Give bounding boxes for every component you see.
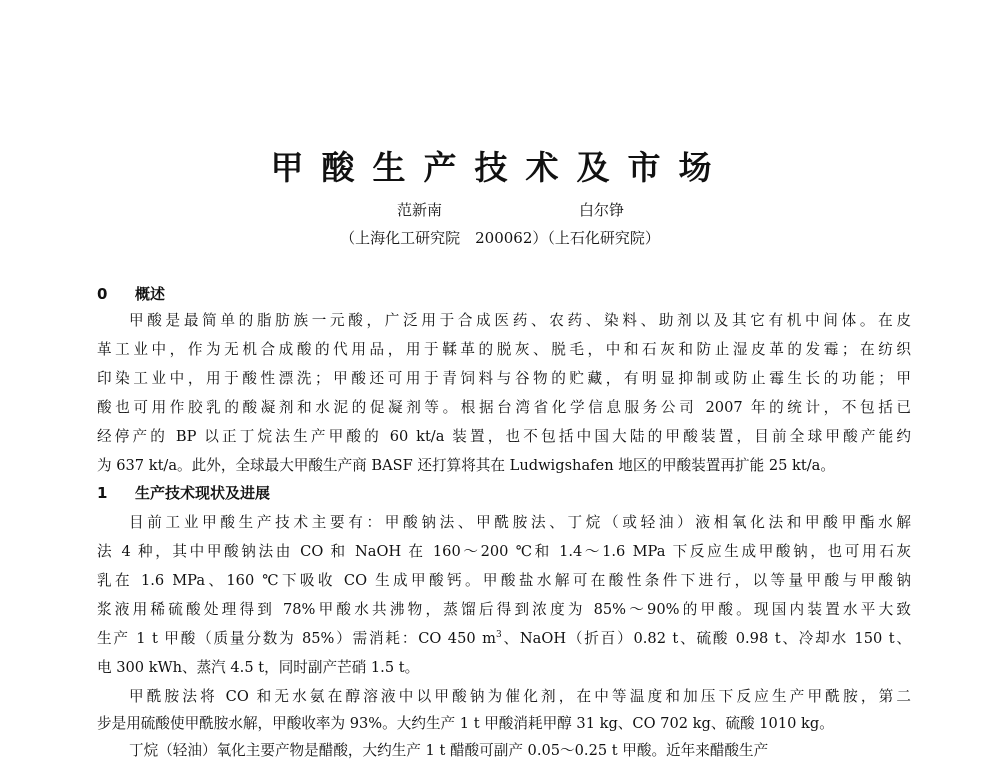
section-title: 概述 <box>135 285 166 303</box>
author-name: 范新南 <box>397 201 443 219</box>
paper-title: 甲酸生产技术及市场 <box>270 148 730 187</box>
text-line: 步是用硫酸使甲酰胺水解，甲酸收率为 93%。大约生产 1 t 甲酸消耗甲醇 31 kg、CO 702 kg、硫酸 1010 kg。 <box>97 715 834 732</box>
text-run: 、NaOH（折百）0.82 t、硫酸 0.98 t、冷却水 150 t、 <box>501 630 911 647</box>
section-heading <box>97 283 165 305</box>
text-line: 目前工业甲酸生产技术主要有：甲酸钠法、甲酰胺法、丁烷（或轻油）液相氧化法和甲酸甲酯水解 <box>129 514 911 531</box>
text-line: 乳在 1.6 MPa、160 ℃下吸收 CO 生成甲酸钙。甲酸盐水解可在酸性条件下进行，以等量甲酸与甲酸钠 <box>97 572 911 589</box>
text-line: 甲酰胺法将 CO 和无水氨在醇溶液中以甲酸钠为催化剂，在中等温度和加压下反应生产甲酰胺，第二 <box>129 688 911 705</box>
section-number: 0 <box>97 285 108 303</box>
text-line: 电 300 kWh、蒸汽 4.5 t，同时副产芒硝 1.5 t。 <box>97 659 420 676</box>
section-number: 1 <box>97 484 108 502</box>
text-line: 浆液用稀硫酸处理得到 78%甲酸水共沸物，蒸馏后得到浓度为 85%～90%的甲酸。现国内装置水平大致 <box>97 601 911 618</box>
text-line: 经停产的 BP 以正丁烷法生产甲酸的 60 kt/a 装置，也不包括中国大陆的甲酸装置，目前全球甲酸产能约 <box>97 428 911 445</box>
affiliation: （上海化工研究院 200062）（上石化研究院） <box>340 229 660 247</box>
section-heading <box>97 482 270 504</box>
text-line: 甲酸是最简单的脂肪族一元酸，广泛用于合成医药、农药、染料、助剂以及其它有机中间体。在皮 <box>129 312 911 329</box>
superscript: 3 <box>495 630 502 641</box>
text-line: 法 4 种，其中甲酸钠法由 CO 和 NaOH 在 160～200 ℃和 1.4～1.6 MPa 下反应生成甲酸钠，也可用石灰 <box>97 543 911 560</box>
text-line <box>97 628 911 650</box>
text-line: 革工业中，作为无机合成酸的代用品，用于鞣革的脱灰、脱毛，中和石灰和防止湿皮革的发霉；在纺织 <box>97 341 911 358</box>
section-title: 生产技术现状及进展 <box>135 484 271 502</box>
text-line: 丁烷（轻油）氧化主要产物是醋酸，大约生产 1 t 醋酸可副产 0.05～0.25 t 甲酸。近年来醋酸生产 <box>129 742 769 759</box>
text-line: 为 637 kt/a。此外，全球最大甲酸生产商 BASF 还打算将其在 Ludwigshafen 地区的甲酸装置再扩能 25 kt/a。 <box>97 457 835 474</box>
text-run: 生产 1 t 甲酸（质量分数为 85%）需消耗：CO 450 m <box>97 630 496 647</box>
text-line: 酸也可用作胶乳的酸凝剂和水泥的促凝剂等。根据台湾省化学信息服务公司 2007 年的统计，不包括已 <box>97 399 911 416</box>
text-line: 印染工业中，用于酸性漂洗；甲酸还可用于青饲料与谷物的贮藏，有明显抑制或防止霉生长的功能；甲 <box>97 370 911 387</box>
author-name: 白尔铮 <box>579 201 625 219</box>
